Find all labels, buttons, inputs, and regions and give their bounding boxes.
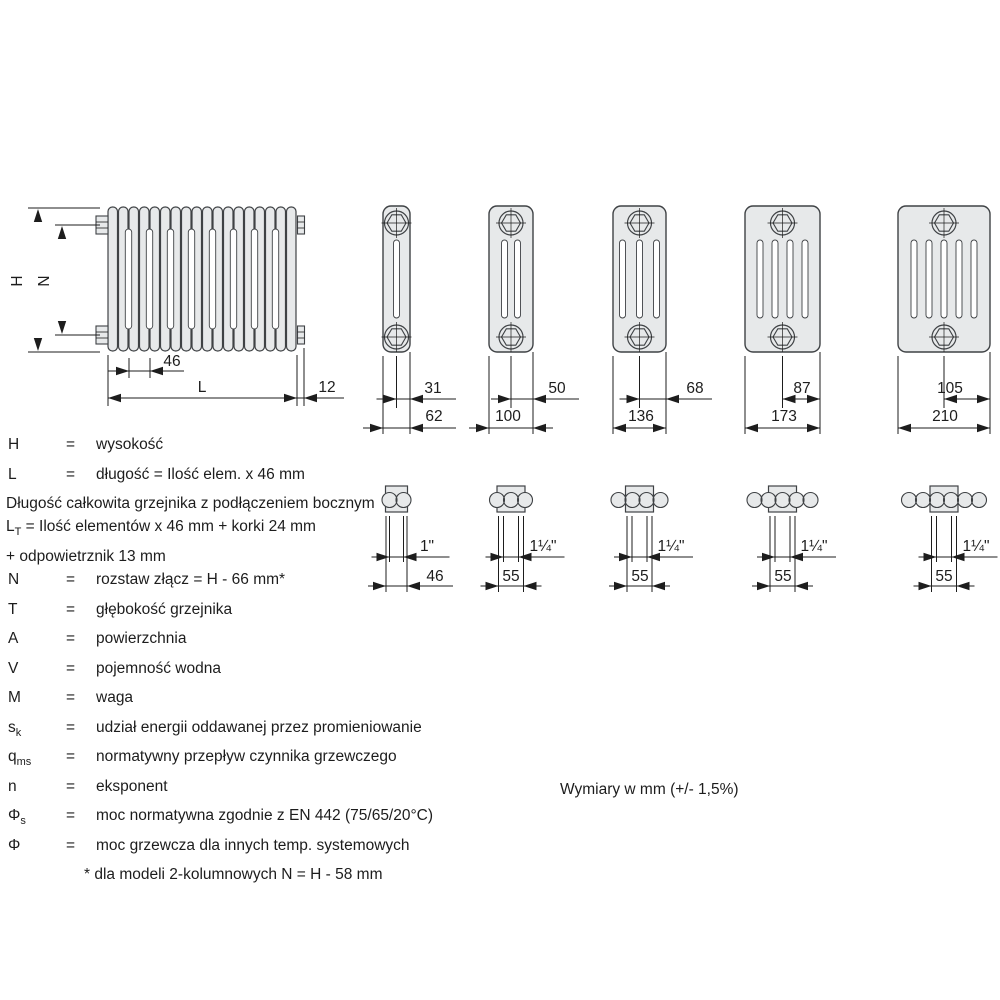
profile-depth-label: 210 [932, 408, 958, 425]
profile-halfdepth-label: 87 [793, 380, 811, 397]
topview-thread-label: 1¼" [800, 538, 828, 555]
legend-row-n-exp: n = eksponent [8, 777, 168, 795]
profile-halfdepth-label: 31 [424, 380, 442, 397]
topview-pitch-label: 46 [426, 568, 444, 585]
topview-thread-label: 1¼" [657, 538, 685, 555]
legend-row-sk: $s_k$ = udział energii oddawanej przez promieniowanie [8, 718, 422, 739]
front-length-label: L [197, 379, 207, 396]
topview-thread-label: 1¼" [962, 538, 990, 555]
legend [6, 433, 496, 887]
front-joint-spacing-label: N [36, 275, 53, 287]
legend-row-lt: $L_T$ = Ilość elementów x 46 mm + korki 24 mm [6, 518, 316, 539]
legend-row-t: T = głębokość grzejnika [8, 600, 233, 618]
profile-depth-label: 100 [495, 408, 521, 425]
profile-halfdepth-label: 105 [937, 380, 963, 397]
legend-row-phi: Φ = moc grzewcza dla innych temp. systemowych [8, 836, 410, 854]
profile-halfdepth-label: 50 [548, 380, 566, 397]
legend-row-m: M = waga [8, 689, 134, 707]
profile-depth-label: 62 [425, 408, 443, 425]
legend-row-phi-s: $\Phi_s$ = moc normatywna zgodnie z EN 442 (75/65/20°C) [8, 807, 434, 828]
legend-row-vent: + odpowietrznik 13 mm [6, 547, 166, 565]
legend-row-qms: $q_{ms}$ = normatywny przepływ czynnika grzewczego [8, 748, 397, 769]
legend-row-total-length-title: Długość całkowita grzejnika z podłączeniem bocznym [6, 495, 375, 512]
legend-row-h: H = wysokość [8, 436, 164, 453]
legend-row-a: A = powierzchnia [8, 630, 187, 648]
front-element-width-label: 46 [163, 353, 181, 370]
topview-pitch-label: 55 [631, 568, 649, 585]
topview-thread-label: 1" [419, 538, 435, 555]
profile-halfdepth-label: 68 [686, 380, 704, 397]
legend-row-v: V = pojemność wodna [8, 659, 221, 677]
front-endcap-label: 12 [318, 379, 336, 396]
topview-pitch-label: 55 [502, 568, 520, 585]
legend-footnote: * dla modeli 2-kolumnowych N = H - 58 mm [84, 866, 383, 884]
units-note: Wymiary w mm (+/- 1,5%) [560, 781, 739, 798]
legend-row-l: L = długość = Ilość elem. x 46 mm [8, 465, 305, 483]
topview-thread-label: 1¼" [529, 538, 557, 555]
topview-pitch-label: 55 [774, 568, 792, 585]
front-height-label: H [9, 275, 26, 287]
profile-depth-label: 173 [771, 408, 797, 425]
profile-depth-label: 136 [628, 408, 654, 425]
topview-pitch-label: 55 [935, 568, 953, 585]
legend-row-n: N = rozstaw złącz = H - 66 mm* [8, 571, 286, 589]
